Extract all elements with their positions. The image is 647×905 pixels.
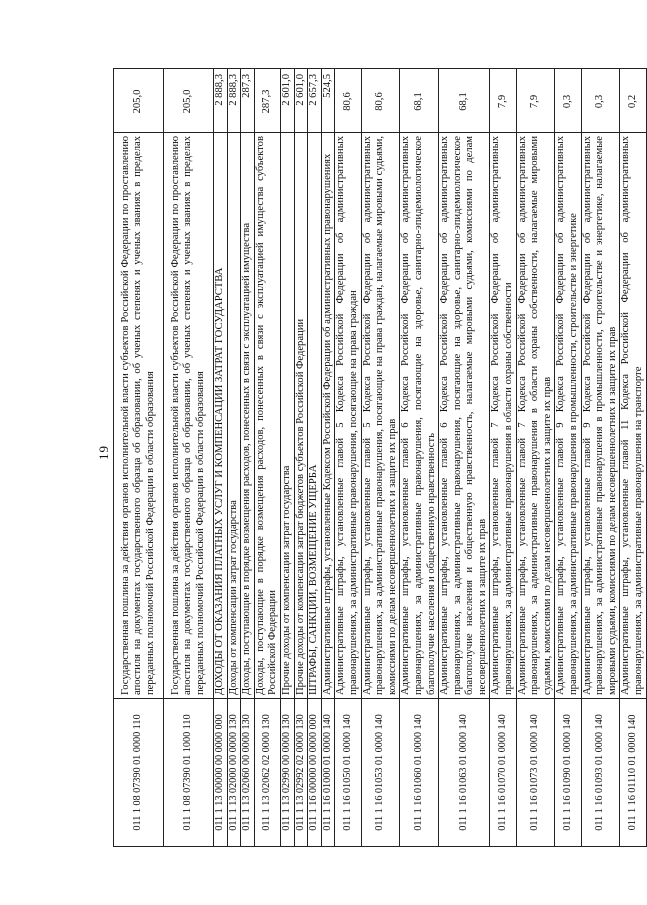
amount-cell: 287,3 bbox=[254, 69, 280, 133]
budget-code-cell: 011 1 16 01063 01 0000 140 bbox=[439, 699, 490, 847]
table-body bbox=[114, 69, 647, 847]
amount-cell: 205,0 bbox=[114, 69, 164, 133]
table-row bbox=[555, 69, 581, 847]
amount-cell: 287,3 bbox=[241, 69, 255, 133]
budget-code-cell: 011 1 13 02062 02 0000 130 bbox=[254, 699, 280, 847]
revenue-name-cell: Административные штрафы, установленные главой 5 Кодекса Российской Федерации об административных правонарушениях, за административные правонарушения, посягающие на права граждан bbox=[335, 133, 361, 699]
table-row bbox=[254, 69, 280, 847]
revenue-name-cell: Административные штрафы, установленные главой 7 Кодекса Российской Федерации об административных правонарушениях, за административные правонарушения в области охраны собственности, налагаемые мировыми судьями, комиссиями по делам несовершеннолетних и защите их прав bbox=[516, 133, 555, 699]
table-row bbox=[335, 69, 361, 847]
revenue-name-cell: Административные штрафы, установленные главой 11 Кодекса Российской Федерации об административных правонарушениях, за административные правонарушения на транспорте bbox=[620, 133, 646, 699]
table-row bbox=[581, 69, 620, 847]
revenue-name-cell: Доходы, поступающие в порядке возмещения расходов, понесенных в связи с эксплуатацией имущества bbox=[241, 133, 255, 699]
table-row bbox=[227, 69, 241, 847]
revenue-name-cell: Административные штрафы, установленные главой 9 Кодекса Российской Федерации об административных правонарушениях, за административные правонарушения в промышленности, строительстве и энергетике bbox=[555, 133, 581, 699]
table-row bbox=[241, 69, 255, 847]
revenue-name-cell: Доходы от компенсации затрат государства bbox=[227, 133, 241, 699]
amount-cell: 524,5 bbox=[321, 69, 335, 133]
amount-cell: 2 601,0 bbox=[280, 69, 294, 133]
budget-code-cell: 011 1 13 02990 00 0000 130 bbox=[280, 699, 294, 847]
amount-cell: 68,1 bbox=[439, 69, 490, 133]
amount-cell: 2 888,3 bbox=[214, 69, 228, 133]
table-row bbox=[321, 69, 335, 847]
revenue-name-cell: Доходы, поступающие в порядке возмещения расходов, понесенных в связи с эксплуатацией имущества субъектов Российской Федерации bbox=[254, 133, 280, 699]
table-row bbox=[516, 69, 555, 847]
budget-code-cell: 011 1 16 01000 01 0000 140 bbox=[321, 699, 335, 847]
budget-code-cell: 011 1 13 00000 00 0000 000 bbox=[214, 699, 228, 847]
budget-code-cell: 011 1 16 00000 00 0000 000 bbox=[308, 699, 322, 847]
budget-code-cell: 011 1 16 01073 01 0000 140 bbox=[516, 699, 555, 847]
budget-code-cell: 011 1 16 01050 01 0000 140 bbox=[335, 699, 361, 847]
budget-code-cell: 011 1 16 01060 01 0000 140 bbox=[400, 699, 439, 847]
budget-code-cell: 011 1 16 01053 01 0000 140 bbox=[361, 699, 400, 847]
amount-cell: 7,9 bbox=[516, 69, 555, 133]
revenue-name-cell: Государственная пошлина за действия органов исполнительной власти субъектов Российской Федерации по проставлению апостиля на документах государственного образца об образовании, об ученых степенях и ученых званиях в пределах переданных полномочий Российской Федерации в области образования bbox=[114, 133, 164, 699]
table-row bbox=[620, 69, 646, 847]
budget-code-cell: 011 1 16 01093 01 0000 140 bbox=[581, 699, 620, 847]
table-row bbox=[400, 69, 439, 847]
amount-cell: 7,9 bbox=[490, 69, 516, 133]
table-row bbox=[214, 69, 228, 847]
amount-cell: 0,3 bbox=[581, 69, 620, 133]
revenue-name-cell: Административные штрафы, установленные главой 6 Кодекса Российской Федерации об административных правонарушениях, за административные правонарушения, посягающие на здоровье, санитарно-эпидемиологическое благополучие населения и общественную нравственность, налагаемые мировыми судьями, комиссиями по делам несовершеннолетних и защите их прав bbox=[439, 133, 490, 699]
page-number: 19 bbox=[96, 445, 111, 460]
budget-revenue-table bbox=[113, 68, 647, 847]
table-row bbox=[294, 69, 308, 847]
amount-cell: 2 657,3 bbox=[308, 69, 322, 133]
amount-cell: 0,2 bbox=[620, 69, 646, 133]
budget-code-cell: 011 1 16 01110 01 0000 140 bbox=[620, 699, 646, 847]
revenue-name-cell: Административные штрафы, установленные главой 9 Кодекса Российской Федерации об административных правонарушениях, за административные правонарушения в промышленности, строительстве и энергетике, налагаемые мировыми судьями, комиссиями по делам несовершеннолетних и защите их прав bbox=[581, 133, 620, 699]
table-row bbox=[114, 69, 164, 847]
amount-cell: 205,0 bbox=[164, 69, 214, 133]
revenue-name-cell: Государственная пошлина за действия органов исполнительной власти субъектов Российской Федерации по проставлению апостиля на документах государственного образца об образовании, об ученых степенях и ученых званиях в пределах переданных полномочий Российской Федерации в области образования bbox=[164, 133, 214, 699]
revenue-name-cell: ДОХОДЫ ОТ ОКАЗАНИЯ ПЛАТНЫХ УСЛУГ И КОМПЕНСАЦИИ ЗАТРАТ ГОСУДАРСТВА bbox=[214, 133, 228, 699]
budget-code-cell: 011 1 13 02000 00 0000 130 bbox=[227, 699, 241, 847]
revenue-name-cell: Прочие доходы от компенсации затрат бюджетов субъектов Российской Федерации bbox=[294, 133, 308, 699]
revenue-name-cell: Прочие доходы от компенсации затрат государства bbox=[280, 133, 294, 699]
revenue-name-cell: Административные штрафы, установленные главой 6 Кодекса Российской Федерации об административных правонарушениях, за административные правонарушения, посягающие на здоровье, санитарно-эпидемиологическое благополучие населения и общественную нравственность bbox=[400, 133, 439, 699]
table-row bbox=[490, 69, 516, 847]
table-row bbox=[164, 69, 214, 847]
budget-code-cell: 011 1 13 02060 00 0000 130 bbox=[241, 699, 255, 847]
revenue-name-cell: Административные штрафы, установленные Кодексом Российской Федерации об административных правонарушениях bbox=[321, 133, 335, 699]
amount-cell: 2 601,0 bbox=[294, 69, 308, 133]
amount-cell: 2 888,3 bbox=[227, 69, 241, 133]
table-row bbox=[361, 69, 400, 847]
budget-code-cell: 011 1 08 07390 01 1000 110 bbox=[164, 699, 214, 847]
budget-code-cell: 011 1 08 07390 01 0000 110 bbox=[114, 699, 164, 847]
revenue-name-cell: Административные штрафы, установленные главой 7 Кодекса Российской Федерации об административных правонарушениях, за административные правонарушения в области охраны собственности bbox=[490, 133, 516, 699]
amount-cell: 0,3 bbox=[555, 69, 581, 133]
revenue-name-cell: ШТРАФЫ, САНКЦИИ, ВОЗМЕЩЕНИЕ УЩЕРБА bbox=[308, 133, 322, 699]
amount-cell: 68,1 bbox=[400, 69, 439, 133]
revenue-name-cell: Административные штрафы, установленные главой 5 Кодекса Российской Федерации об административных правонарушениях, за административные правонарушения, посягающие на права граждан, налагаемые мировыми судьями, комиссиями по делам несовершеннолетних и защите их прав bbox=[361, 133, 400, 699]
table-row bbox=[439, 69, 490, 847]
budget-code-cell: 011 1 16 01070 01 0000 140 bbox=[490, 699, 516, 847]
amount-cell: 80,6 bbox=[335, 69, 361, 133]
budget-code-cell: 011 1 16 01090 01 0000 140 bbox=[555, 699, 581, 847]
table-row bbox=[280, 69, 294, 847]
budget-code-cell: 011 1 13 02992 02 0000 130 bbox=[294, 699, 308, 847]
amount-cell: 80,6 bbox=[361, 69, 400, 133]
table-row bbox=[308, 69, 322, 847]
